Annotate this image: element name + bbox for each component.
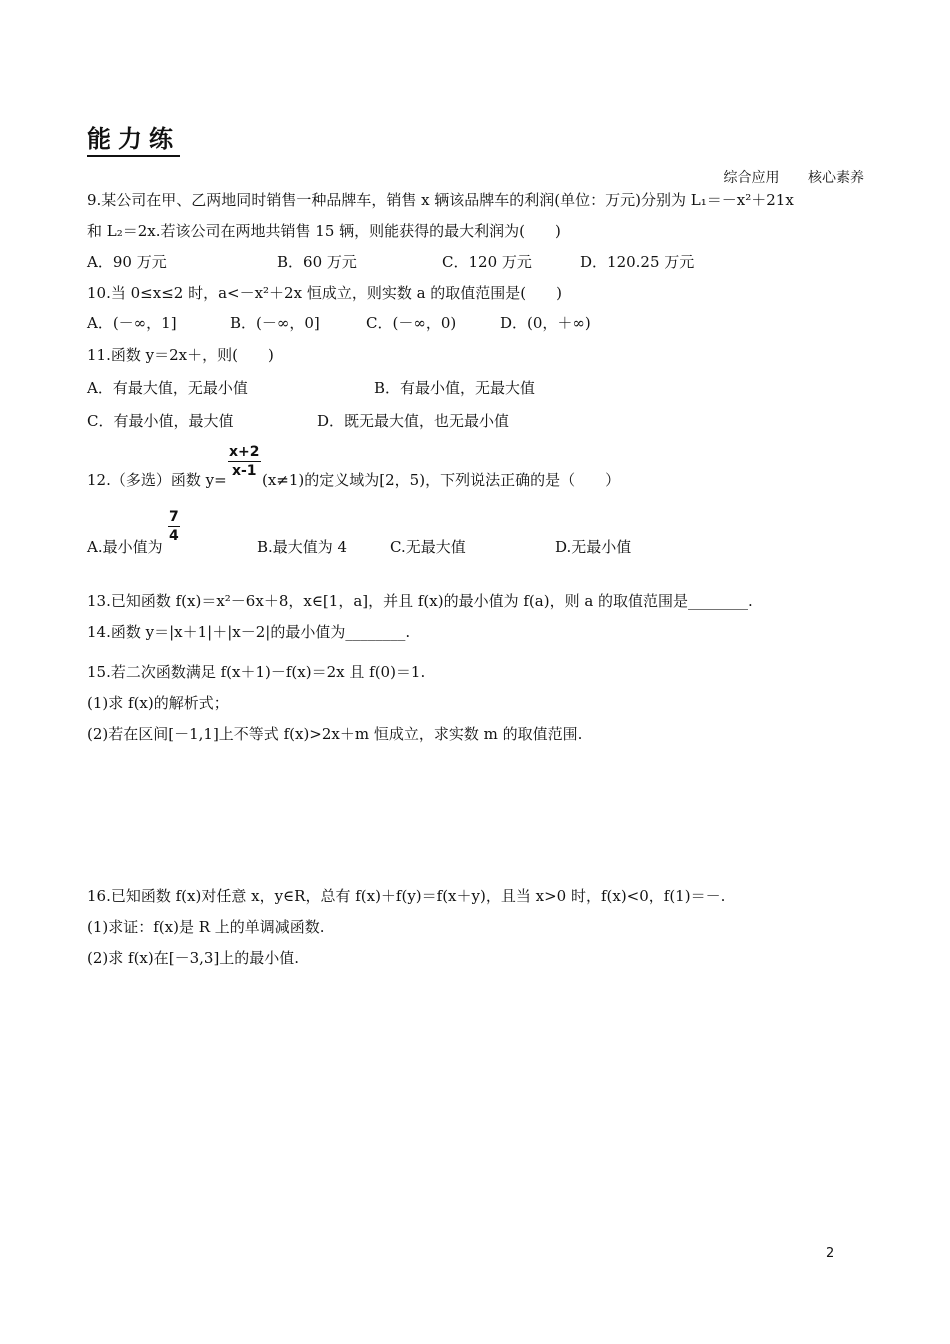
q15-text: 15.若二次函数满足 f(x＋1)－f(x)＝2x 且 f(0)＝1. bbox=[87, 663, 426, 681]
q15-part1: (1)求 f(x)的解析式； bbox=[87, 694, 229, 712]
q16-text: 16.已知函数 f(x)对任意 x，y∈R，总有 f(x)＋f(y)＝f(x＋y)，且当 x>0 时，f(x)<0，f(1)＝－. bbox=[87, 887, 726, 905]
q12-option-a: A.最小值为 bbox=[87, 538, 163, 556]
q9-option-d: D．120.25 万元 bbox=[580, 253, 695, 271]
q12-fraction-numerator: x+2 bbox=[229, 444, 260, 460]
q12-option-b: B.最大值为 4 bbox=[257, 538, 348, 556]
q15-part2: (2)若在区间[－1,1]上不等式 f(x)>2x＋m 恒成立，求实数 m 的取值范围. bbox=[87, 725, 583, 743]
q12-fraction bbox=[228, 445, 261, 478]
q9-option-c: C．120 万元 bbox=[442, 253, 532, 271]
tag-core-literacy: 核心素养 bbox=[808, 170, 864, 186]
q16-part2: (2)求 f(x)在[－3,3]上的最小值. bbox=[87, 949, 300, 967]
q10-text: 10.当 0≤x≤2 时，a<－x²＋2x 恒成立，则实数 a 的取值范围是( ) bbox=[87, 284, 563, 302]
q12-option-a-denominator: 4 bbox=[169, 528, 179, 544]
q11-text: 11.函数 y＝2x＋，则( ) bbox=[87, 346, 274, 364]
q11-options-row1 bbox=[87, 381, 867, 399]
q11-option-c: C．有最小值，最大值 bbox=[87, 412, 234, 430]
section-tags bbox=[700, 171, 864, 185]
q12-text-after: (x≠1)的定义域为[2，5)，下列说法正确的是（ ） bbox=[262, 471, 621, 489]
q9-options bbox=[87, 255, 867, 273]
q12-option-d: D.无最小值 bbox=[555, 538, 632, 556]
q12-fraction-denominator: x-1 bbox=[231, 463, 257, 479]
page-number: 2 bbox=[826, 1246, 835, 1261]
q12-options bbox=[87, 540, 867, 558]
q14-text: 14.函数 y＝|x＋1|＋|x－2|的最小值为________. bbox=[87, 623, 411, 641]
section-title: 能力练 bbox=[87, 127, 180, 157]
q9-option-a: A．90 万元 bbox=[87, 253, 167, 271]
q12-option-a-fraction bbox=[168, 510, 180, 543]
q11-option-a: A．有最大值，无最小值 bbox=[87, 379, 248, 397]
q9-text-line1: 9.某公司在甲、乙两地同时销售一种品牌车，销售 x 辆该品牌车的利润(单位：万元)分别为 L₁＝－x²＋21x bbox=[87, 191, 794, 209]
q11-option-b: B．有最小值，无最大值 bbox=[374, 379, 536, 397]
q13-text: 13.已知函数 f(x)＝x²－6x＋8，x∈[1，a]，并且 f(x)的最小值为 f(a)，则 a 的取值范围是________. bbox=[87, 592, 753, 610]
q12-option-c: C.无最大值 bbox=[390, 538, 466, 556]
q10-options bbox=[87, 316, 867, 334]
q16-part1: (1)求证：f(x)是 R 上的单调减函数. bbox=[87, 918, 325, 936]
q10-option-d: D．(0，＋∞) bbox=[500, 314, 591, 332]
q11-option-d: D．既无最大值，也无最小值 bbox=[317, 412, 510, 430]
tag-comprehensive: 综合应用 bbox=[723, 170, 780, 186]
q11-options-row2 bbox=[87, 414, 867, 432]
q12-option-a-numerator: 7 bbox=[169, 509, 179, 525]
q12-text-before: 12.（多选）函数 y= bbox=[87, 471, 227, 489]
q10-option-a: A．(－∞，1] bbox=[87, 314, 177, 332]
q9-option-b: B．60 万元 bbox=[277, 253, 357, 271]
q9-text-line2: 和 L₂＝2x.若该公司在两地共销售 15 辆，则能获得的最大利润为( ) bbox=[87, 222, 561, 240]
q10-option-b: B．(－∞，0] bbox=[230, 314, 320, 332]
q10-option-c: C．(－∞，0) bbox=[366, 314, 457, 332]
